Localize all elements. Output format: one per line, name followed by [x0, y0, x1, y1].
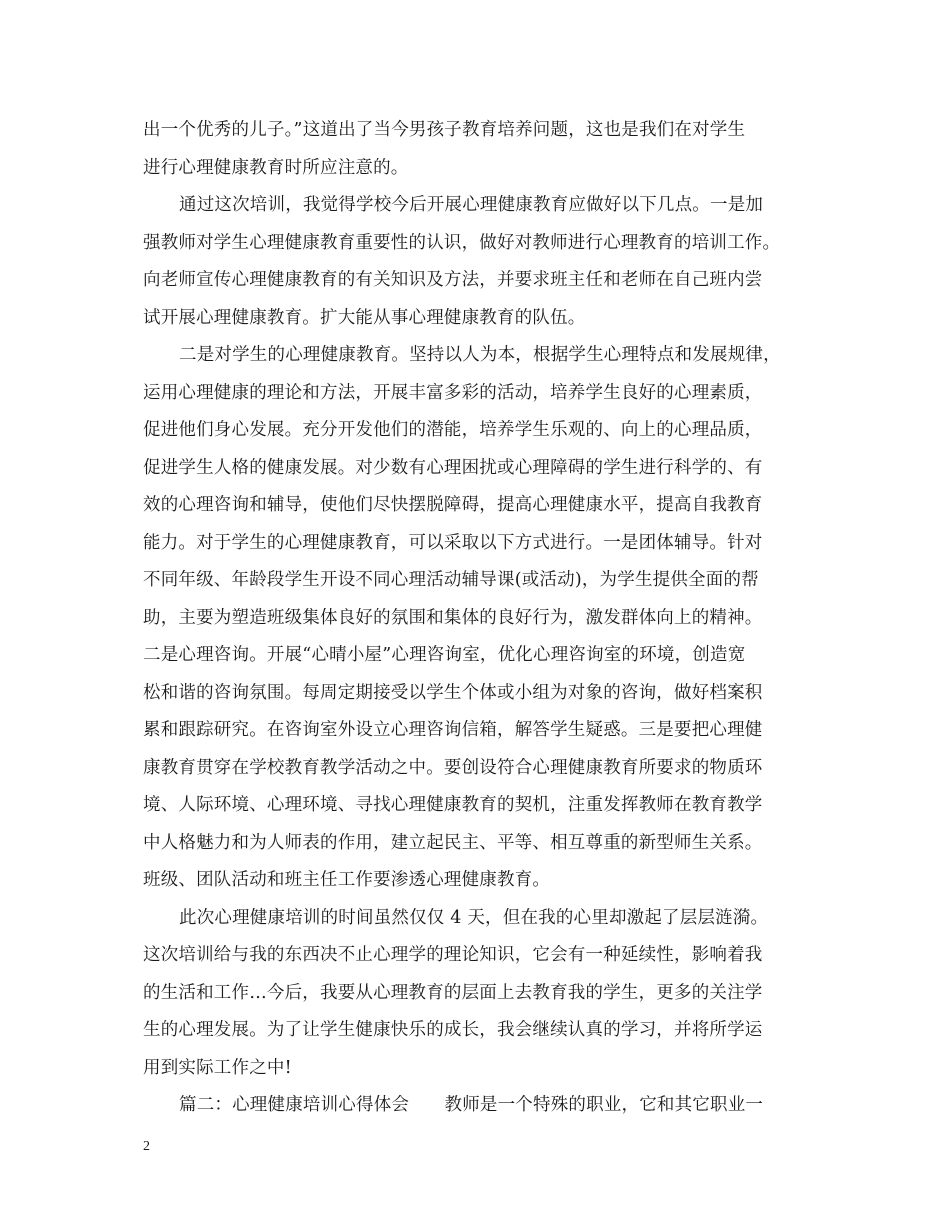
text-line: 中人格魅力和为人师表的作用，建立起民主、平等、相互尊重的新型师生关系。 [143, 832, 763, 853]
text-line: 班级、团队活动和班主任工作要渗透心理健康教育。 [143, 870, 551, 890]
text-line: 进行心理健康教育时所应注意的。 [143, 157, 409, 178]
text-line: 二是心理咨询。开展“心晴小屋”心理咨询室，优化心理咨询室的环境，创造宽 [143, 645, 746, 665]
text-line: 助，主要为塑造班级集体良好的氛围和集体的良好行为，激发群体向上的精神。 [143, 607, 763, 628]
text-line: 境、人际环境、心理环境、寻找心理健康教育的契机，注重发挥教师在教育教学 [143, 795, 763, 815]
page-number: 2 [143, 1139, 150, 1154]
text-line: 向老师宣传心理健康教育的有关知识及方法，并要求班主任和老师在自己班内尝 [143, 270, 763, 290]
text-line: 用到实际工作之中! [143, 1057, 292, 1078]
text-line: 生的心理发展。为了让学生健康快乐的成长，我会继续认真的学习，并将所学运 [143, 1020, 763, 1040]
text-line: 不同年级、年龄段学生开设不同心理活动辅导课(或活动)，为学生提供全面的帮 [143, 570, 759, 590]
text-line: 此次心理健康培训的时间虽然仅仅 4 天，但在我的心里却激起了层层涟漪。 [179, 907, 769, 928]
text-line: 松和谐的咨询氛围。每周定期接受以学生个体或小组为对象的咨询，做好档案积 [143, 682, 763, 703]
text-line: 二是对学生的心理健康教育。坚持以人为本，根据学生心理特点和发展规律， [179, 345, 781, 365]
text-line: 促进他们身心发展。充分开发他们的潜能，培养学生乐观的、向上的心理品质， [143, 420, 763, 440]
text-line: 出一个优秀的儿子。”这道出了当今男孩子教育培养问题，这也是我们在对学生 [143, 120, 746, 140]
text-line: 这次培训给与我的东西决不止心理学的理论知识，它会有一种延续性，影响着我 [143, 945, 763, 965]
text-line: 效的心理咨询和辅导，使他们尽快摆脱障碍，提高心理健康水平，提高自我教育 [143, 495, 763, 515]
text-line: 的生活和工作…今后，我要从心理教育的层面上去教育我的学生，更多的关注学 [143, 982, 763, 1003]
text-line: 累和跟踪研究。在咨询室外设立心理咨询信箱，解答学生疑惑。三是要把心理健 [143, 720, 763, 740]
text-line: 康教育贯穿在学校教育教学活动之中。要创设符合心理健康教育所要求的物质环 [143, 757, 763, 778]
text-line: 能力。对于学生的心理健康教育，可以采取以下方式进行。一是团体辅导。针对 [143, 532, 763, 553]
body-text [143, 112, 823, 1125]
text-line: 通过这次培训，我觉得学校今后开展心理健康教育应做好以下几点。一是加 [179, 195, 764, 215]
text-line: 试开展心理健康教育。扩大能从事心理健康教育的队伍。 [143, 307, 586, 328]
text-line: 强教师对学生心理健康教育重要性的认识，做好对教师进行心理教育的培训工作。 [143, 232, 781, 253]
text-line: 运用心理健康的理论和方法，开展丰富多彩的活动，培养学生良好的心理素质， [143, 382, 763, 403]
text-line: 篇二：心理健康培训心得体会 教师是一个特殊的职业，它和其它职业一 [179, 1095, 764, 1115]
text-line: 促进学生人格的健康发展。对少数有心理困扰或心理障碍的学生进行科学的、有 [143, 457, 763, 478]
